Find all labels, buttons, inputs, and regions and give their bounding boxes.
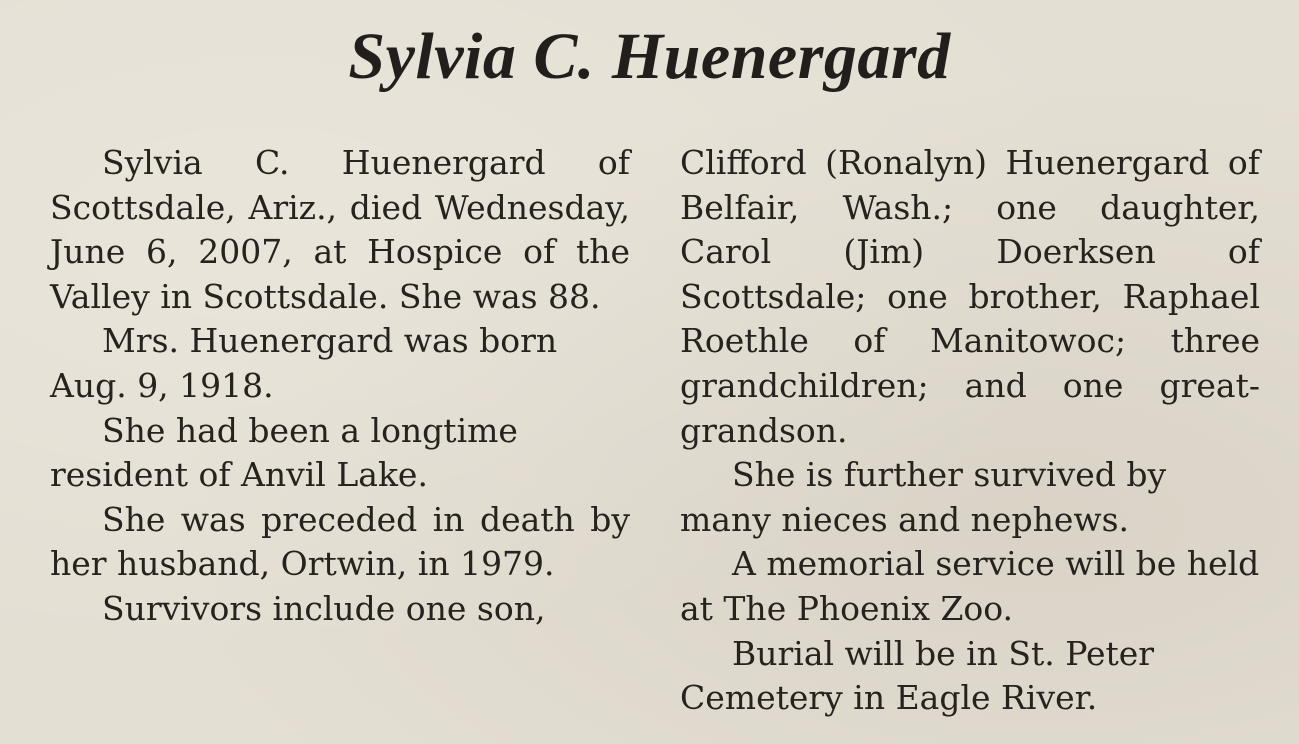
paragraph-death-notice: Sylvia C. Huenergard of Scottsdale, Ariz., died Wednesday, June 6, 2007, at Hospice of the Valley in Scottsdale. She was 88.	[50, 143, 630, 316]
obituary-column-right	[680, 141, 1260, 721]
paragraph-survivors-start: Survivors include one son,	[102, 588, 546, 628]
paragraph-burial: Burial will be in St. Peter Cemetery in Eagle River.	[680, 633, 1155, 718]
paragraph-nieces-nephews: She is further survived by many nieces and nephews.	[680, 455, 1167, 539]
paragraph-survivors-continued: Clifford (Ronalyn) Huenergard of Belfair, Wash.; one daughter, Carol (Jim) Doerksen of Scottsdale; one brother, Raphael Roethle of Manitowoc; three grandchildren; and one great-grandson.	[680, 143, 1260, 450]
obituary-column-left	[50, 141, 630, 632]
paragraph-birth: Mrs. Huenergard was born Aug. 9, 1918.	[50, 321, 558, 405]
paragraph-preceded: She was preceded in death by her husband, Ortwin, in 1979.	[50, 499, 630, 584]
obituary-headline: Sylvia C. Huenergard	[348, 20, 951, 93]
paragraph-memorial-service: A memorial service will be held at The Phoenix Zoo.	[680, 544, 1260, 628]
paragraph-residence: She had been a longtime resident of Anvil Lake.	[50, 410, 518, 495]
